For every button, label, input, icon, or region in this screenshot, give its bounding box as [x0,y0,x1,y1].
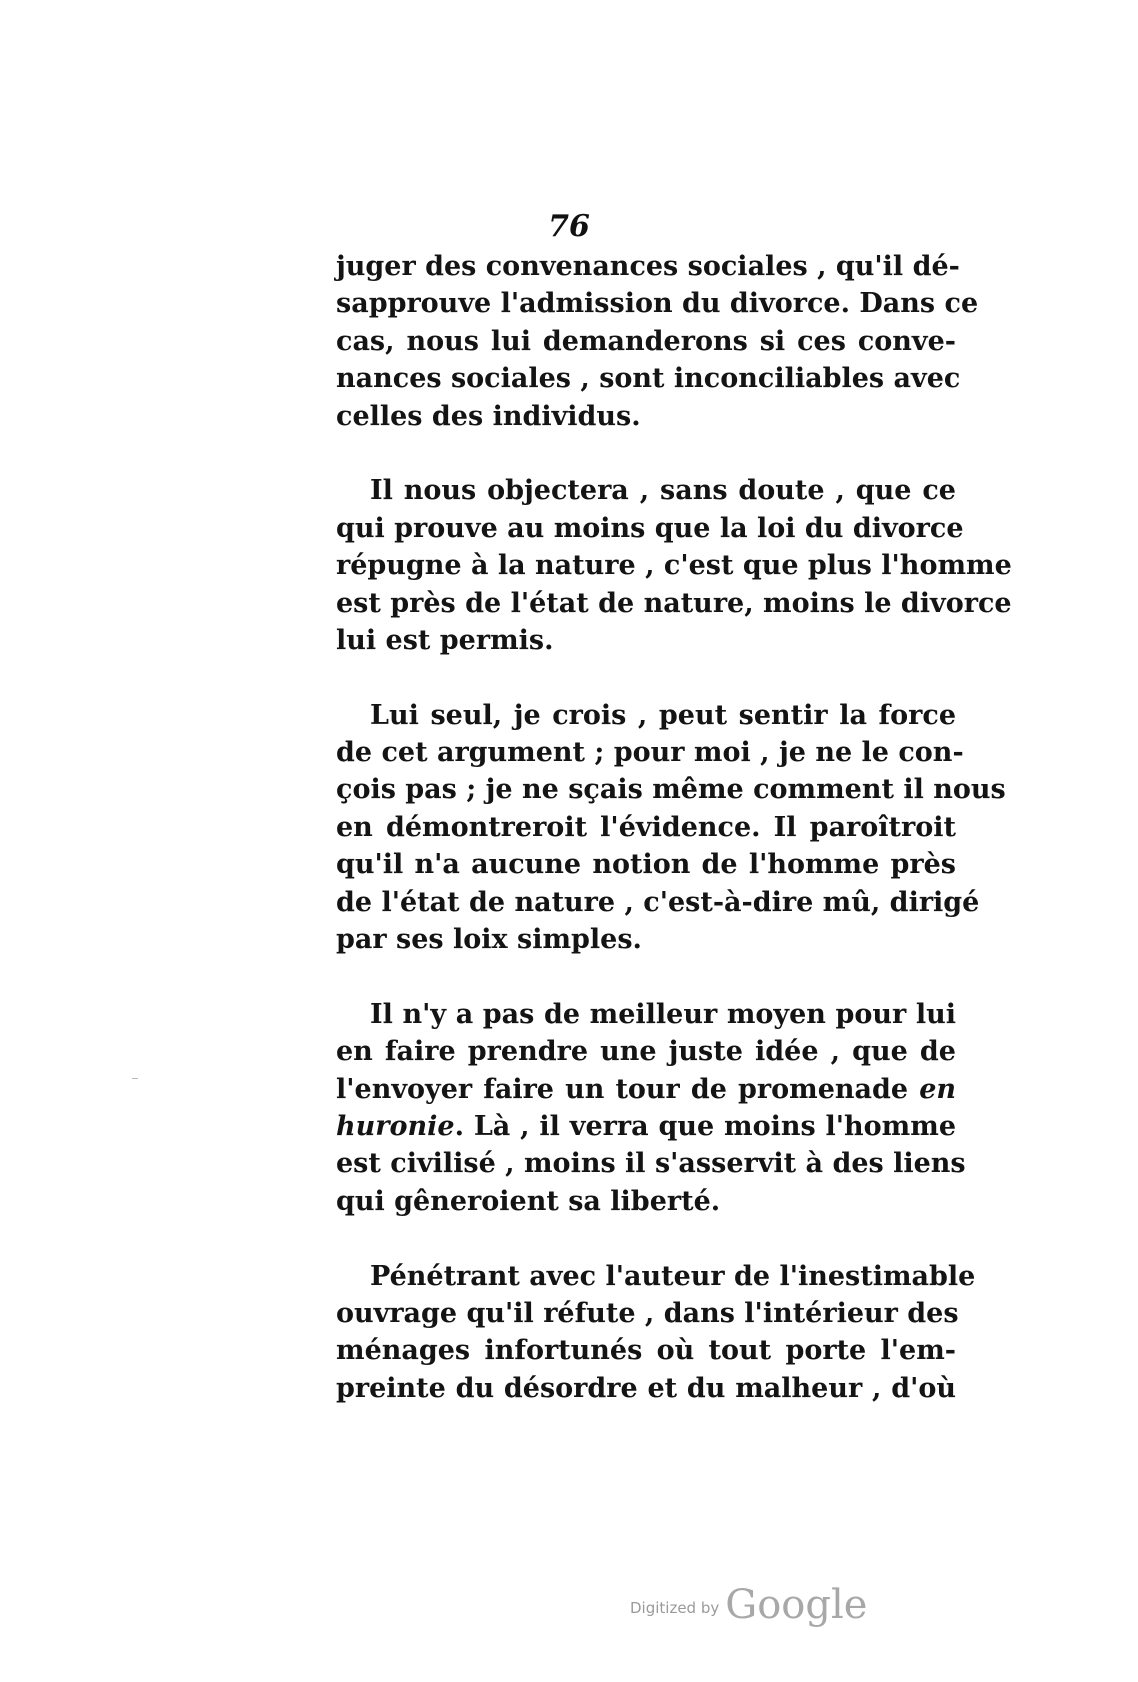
text-line: répugne à la nature , c'est que plus l'homme [336,550,1012,582]
text-line: nances sociales , sont inconciliables avec [336,363,961,395]
text-line-with-italic [336,1108,956,1145]
page-number: 76 [548,209,590,244]
text-line: qui prouve au moins que la loi du divorce [336,512,964,544]
paragraph-5 [336,1258,976,1408]
text-line: çois pas ; je ne sçais même comment il nous [336,774,1006,806]
italic-word: huronie [336,1110,455,1142]
paragraph-1 [336,248,979,435]
text-line: celles des individus. [336,400,641,432]
text-line: qui gêneroient sa liberté. [336,1185,721,1217]
text-line: en faire prendre une juste idée , que de [336,1036,956,1068]
text-line: Pénétrant avec l'auteur de l'inestimable [370,1260,976,1292]
text-segment: . Là , il verra que moins l'homme [454,1110,956,1142]
paragraph-3 [336,697,1006,959]
text-line: de cet argument ; pour moi , je ne le con- [336,737,964,769]
text-line: Il n'y a pas de meilleur moyen pour lui [370,998,956,1030]
text-line: par ses loix simples. [336,924,642,956]
text-line: sapprouve l'admission du divorce. Dans ce [336,288,979,320]
text-line: est près de l'état de nature, moins le divorce [336,587,1012,619]
text-line: en démontreroit l'évidence. Il paroîtroit [336,811,956,843]
text-line: Lui seul, je crois , peut sentir la force [370,699,956,731]
text-segment: l'envoyer faire un tour de promenade [336,1073,909,1105]
text-line: cas, nous lui demanderons si ces conve- [336,325,956,357]
text-line: lui est permis. [336,624,554,656]
text-line: qu'il n'a aucune notion de l'homme près [336,849,956,881]
digitized-watermark [630,1582,868,1628]
text-line: preinte du désordre et du malheur , d'où [336,1372,956,1404]
text-line-with-italic [336,1071,956,1108]
text-line: est civilisé , moins il s'asservit à des liens [336,1148,966,1180]
watermark-prefix: Digitized by [630,1599,720,1617]
italic-word: en [919,1073,956,1105]
watermark-brand: Google [725,1582,868,1628]
text-line: ouvrage qu'il réfute , dans l'intérieur des [336,1297,959,1329]
paragraph-4 [336,996,966,1220]
text-line: de l'état de nature , c'est-à-dire mû, dirigé [336,886,980,918]
margin-mark [132,1078,138,1079]
paragraph-2 [336,472,1012,659]
text-line: Il nous objectera , sans doute , que ce [370,475,956,507]
text-line: juger des convenances sociales , qu'il dé- [336,251,960,282]
text-line: ménages infortunés où tout porte l'em- [336,1335,956,1367]
body-text [336,248,1012,1445]
